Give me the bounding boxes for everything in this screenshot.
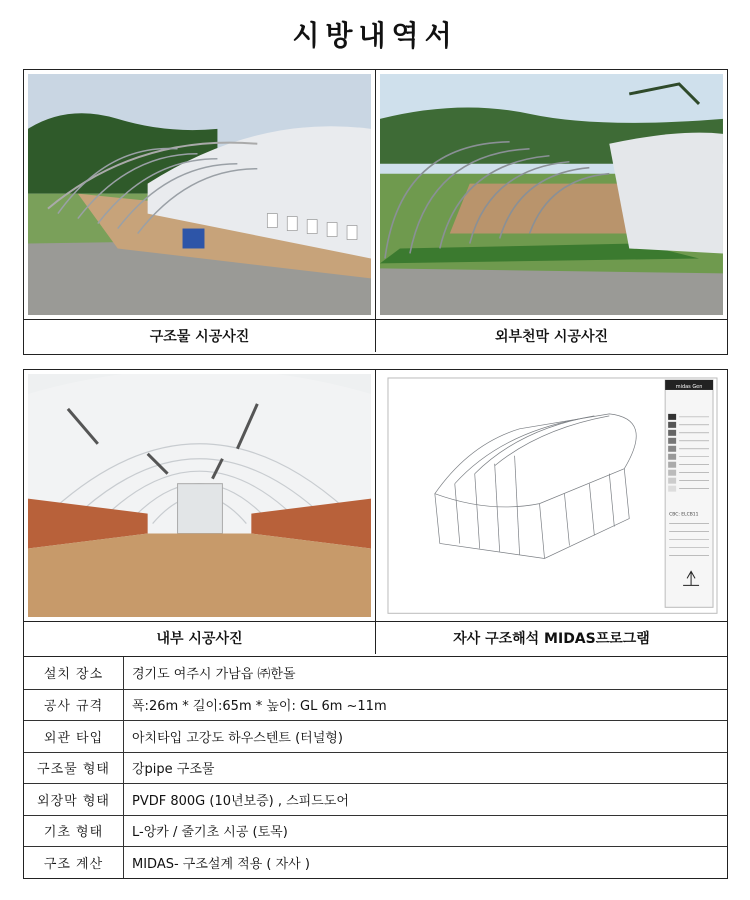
spec-row-foundation (24, 815, 727, 847)
document-title: 시방내역서 (292, 19, 458, 52)
spec-value: 경기도 여주시 가남읍 ㈜한돌 (132, 667, 296, 683)
spec-label: 기초 형태 (24, 816, 124, 847)
spec-value: 폭:26m * 길이:65m * 높이: GL 6m ~11m (132, 699, 387, 715)
spec-label: 공사 규격 (24, 690, 124, 721)
midas-panel-header: midas Gen (675, 383, 703, 390)
spec-label: 구조물 형태 (24, 753, 124, 784)
spec-value: PVDF 800G (10년보증) , 스피드도어 (132, 793, 349, 809)
membrane-photo (375, 70, 727, 319)
spec-value: MIDAS- 구조설계 적용 ( 자사 ) (132, 856, 310, 872)
membrane-photo-caption: 외부천막 시공사진 (375, 320, 727, 352)
spec-value: L-앙카 / 줄기초 시공 (토목) (132, 825, 288, 841)
spec-label: 설치 장소 (24, 657, 124, 689)
structure-photo (24, 70, 375, 319)
interior-photo-image (28, 374, 371, 617)
interior-photo-caption: 내부 시공사진 (156, 631, 243, 647)
spec-row-exterior-type (24, 720, 727, 752)
spec-label: 외관 타입 (24, 721, 124, 752)
spec-label: 외장막 형태 (24, 784, 124, 815)
spec-value: 아치타입 고강도 하우스텐트 (터널형) (132, 730, 343, 746)
midas-model-image (380, 374, 723, 617)
spec-table (23, 656, 728, 879)
membrane-photo-image (380, 74, 723, 315)
spec-row-size (24, 689, 727, 721)
midas-screenshot (375, 370, 727, 621)
midas-panel-label: CBC: ELCB11 (669, 512, 699, 518)
interior-photo (24, 370, 375, 621)
structure-photo-caption: 구조물 시공사진 (149, 329, 250, 345)
structure-photo-image (28, 74, 371, 315)
construction-photo-grid (23, 69, 728, 355)
spec-row-calculation (24, 846, 727, 878)
spec-row-membrane (24, 783, 727, 815)
spec-label: 구조 계산 (24, 847, 124, 878)
spec-row-location (24, 657, 727, 689)
spec-row-structure (24, 752, 727, 784)
midas-program-caption: 자사 구조해석 MIDAS프로그램 (375, 622, 727, 654)
interior-photo-grid (23, 369, 728, 657)
spec-value: 강pipe 구조물 (132, 762, 215, 778)
